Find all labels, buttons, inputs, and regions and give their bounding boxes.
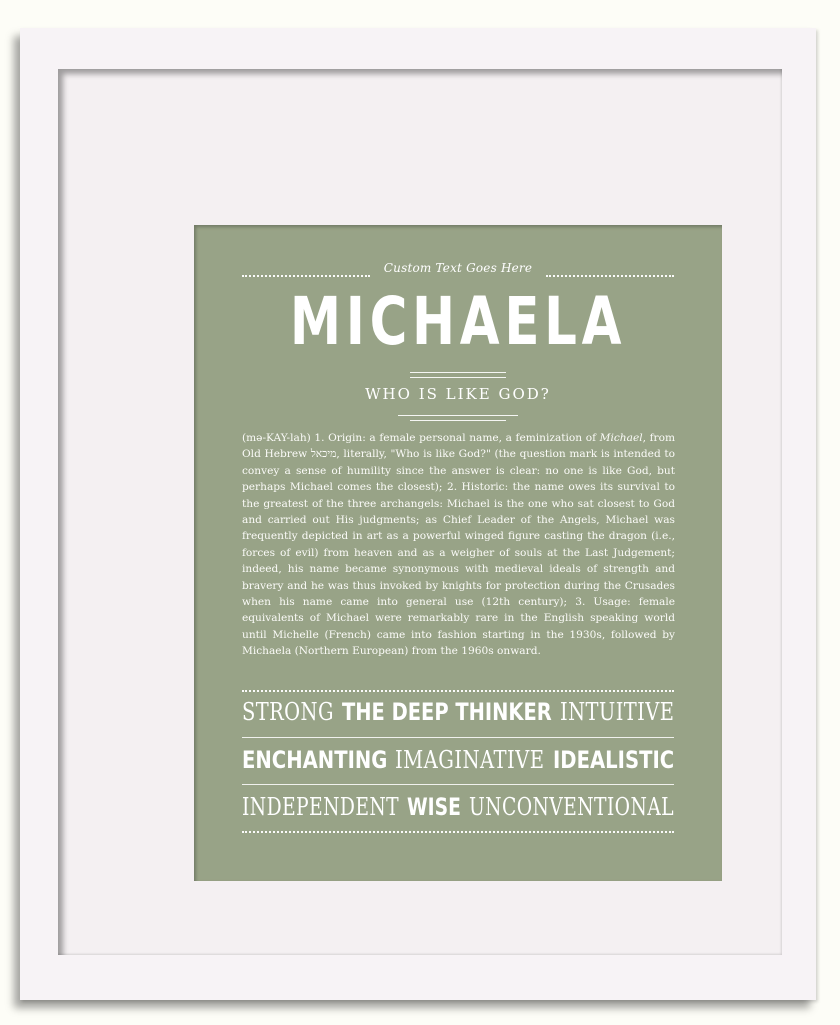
picture-frame <box>20 28 816 1000</box>
trait-row-divider-2 <box>242 784 674 785</box>
trait-wise: WISE <box>407 793 462 821</box>
meaning-rule-bottom-1 <box>398 415 518 416</box>
name-title: MICHAELA <box>289 283 627 360</box>
tagline-dotted-rule-left <box>242 275 370 277</box>
trait-strong: STRONG <box>242 698 334 726</box>
trait-deep-thinker: THE DEEP THINKER <box>341 698 552 726</box>
trait-row-2 <box>242 745 674 775</box>
name-print <box>194 225 722 881</box>
name-definition <box>242 430 675 660</box>
trait-unconventional: UNCONVENTIONAL <box>469 793 674 821</box>
trait-row-3 <box>242 792 674 822</box>
trait-enchanting: ENCHANTING <box>242 746 388 774</box>
trait-idealistic: IDEALISTIC <box>552 746 674 774</box>
traits-dotted-rule-bottom <box>242 831 674 833</box>
trait-intuitive: INTUITIVE <box>559 698 675 726</box>
trait-row-divider-1 <box>242 737 674 738</box>
tagline-dotted-rule-right <box>546 275 674 277</box>
trait-independent: INDEPENDENT <box>242 793 400 821</box>
definition-italic-name: Michael <box>599 432 643 444</box>
trait-row-1 <box>242 697 674 727</box>
definition-part-2: , from Old Hebrew מיכאל, literally, "Who is like God?" (the question mark is intended to convey a sense of humility since the answer is clear: no one is like God, but perhaps Michael comes the closest); 2. Historic: the name owes its survival to the greatest of the three archangels: Michael is the one who sat closest to God and carried out His judgments; as Chief Leader of the Angels, Michael was frequently depicted in art as a powerful winged figure casting the dragon (i.e., forces of evil) from heaven and as a weigher of souls at the Last Judgement; indeed, his name became synonymous with medieval ideals of strength and bravery and he was thus invoked by knights for protection during the Crusades when his name came into general use (12th century); 3. Usage: female equivalents of Michael were remarkably rare in the English speaking world until Michelle (French) came into fashion starting in the 1930s, followed by Michaela (Northern European) from the 1960s onward. <box>242 432 676 658</box>
definition-part-1: 1. Origin: a female personal name, a feminization of <box>314 432 600 444</box>
meaning-rule-top-2 <box>410 377 506 378</box>
meaning-rule-bottom-2 <box>410 420 506 421</box>
definition-pronunciation: (mə-KAY-lah) <box>242 432 315 444</box>
frame-mat <box>58 69 782 955</box>
tagline: Custom Text Goes Here <box>383 261 533 275</box>
trait-imaginative: IMAGINATIVE <box>395 746 545 774</box>
meaning-rule-top-1 <box>410 372 506 373</box>
traits-dotted-rule-top <box>242 690 674 692</box>
name-meaning: WHO IS LIKE GOD? <box>365 385 551 403</box>
